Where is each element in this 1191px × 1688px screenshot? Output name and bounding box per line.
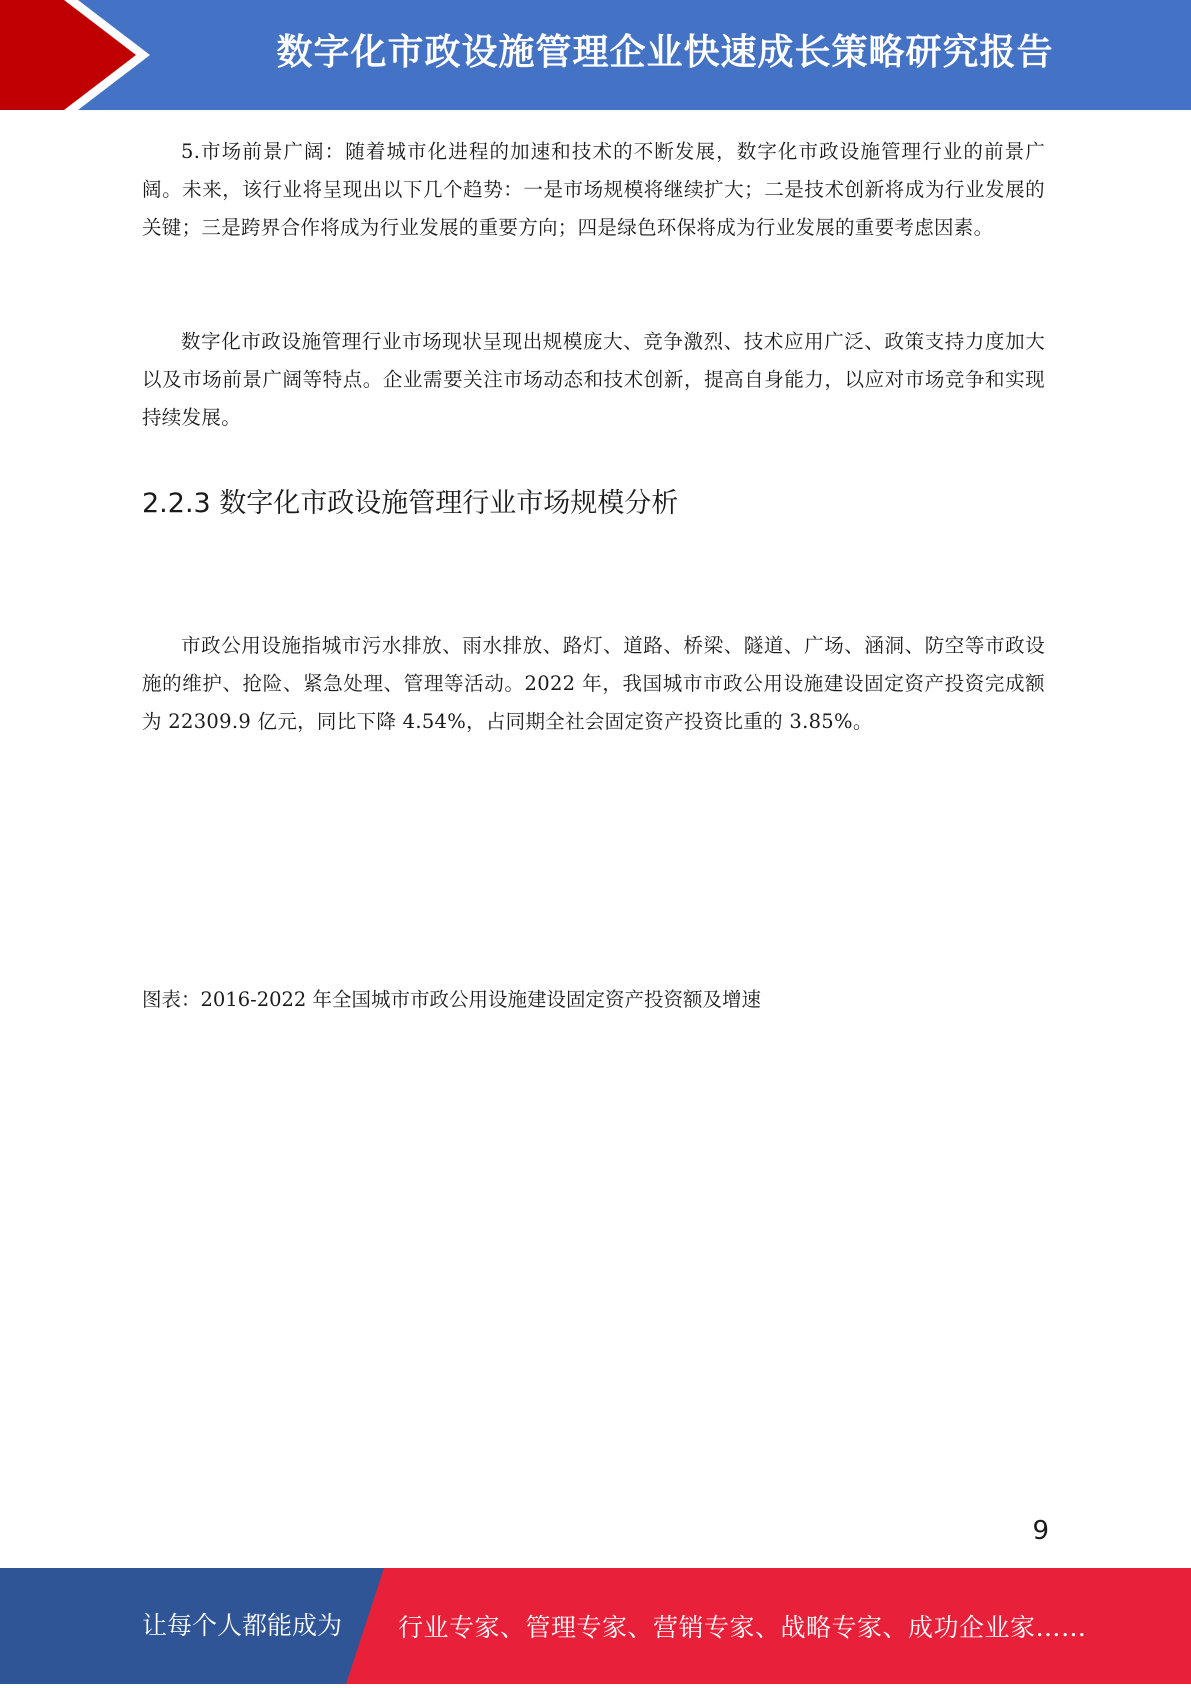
- paragraph-market-outlook-block: [142, 133, 1045, 247]
- section-heading-2-2-3: 2.2.3 数字化市政设施管理行业市场规模分析: [142, 488, 679, 519]
- page-number: 9: [1032, 1516, 1049, 1546]
- paragraph-market-summary: 数字化市政设施管理行业市场现状呈现出规模庞大、竞争激烈、技术应用广泛、政策支持力度加大以及市场前景广阔等特点。企业需要关注市场动态和技术创新，提高自身能力，以应对市场竞争和实现持续发展。: [142, 330, 1045, 429]
- paragraph-municipal-facilities: 市政公用设施指城市污水排放、雨水排放、路灯、道路、桥梁、隧道、广场、涵洞、防空等市政设施的维护、抢险、紧急处理、管理等活动。2022 年，我国城市市政公用设施建设固定资产投资完成额为 22309.9 亿元，同比下降 4.54%，占同期全社会固定资产投资比重的 3.85%。: [142, 634, 1045, 733]
- report-title: 数字化市政设施管理企业快速成长策略研究报告: [276, 32, 1054, 73]
- footer-slogan-right: 行业专家、管理专家、营销专家、战略专家、成功企业家……: [398, 1613, 1087, 1642]
- paragraph-market-outlook: 5.市场前景广阔：随着城市化进程的加速和技术的不断发展，数字化市政设施管理行业的前景广阔。未来，该行业将呈现出以下几个趋势：一是市场规模将继续扩大；二是技术创新将成为行业发展的关键；三是跨界合作将成为行业发展的重要方向；四是绿色环保将成为行业发展的重要考虑因素。: [142, 140, 1045, 239]
- figure-caption: 图表：2016-2022 年全国城市市政公用设施建设固定资产投资额及增速: [142, 988, 762, 1011]
- page-header: [0, 0, 1191, 110]
- paragraph-municipal-facilities-block: [142, 627, 1045, 741]
- paragraph-market-summary-block: [142, 323, 1045, 437]
- page-footer: [0, 1568, 1191, 1684]
- footer-slogan-left: 让每个人都能成为: [142, 1611, 343, 1640]
